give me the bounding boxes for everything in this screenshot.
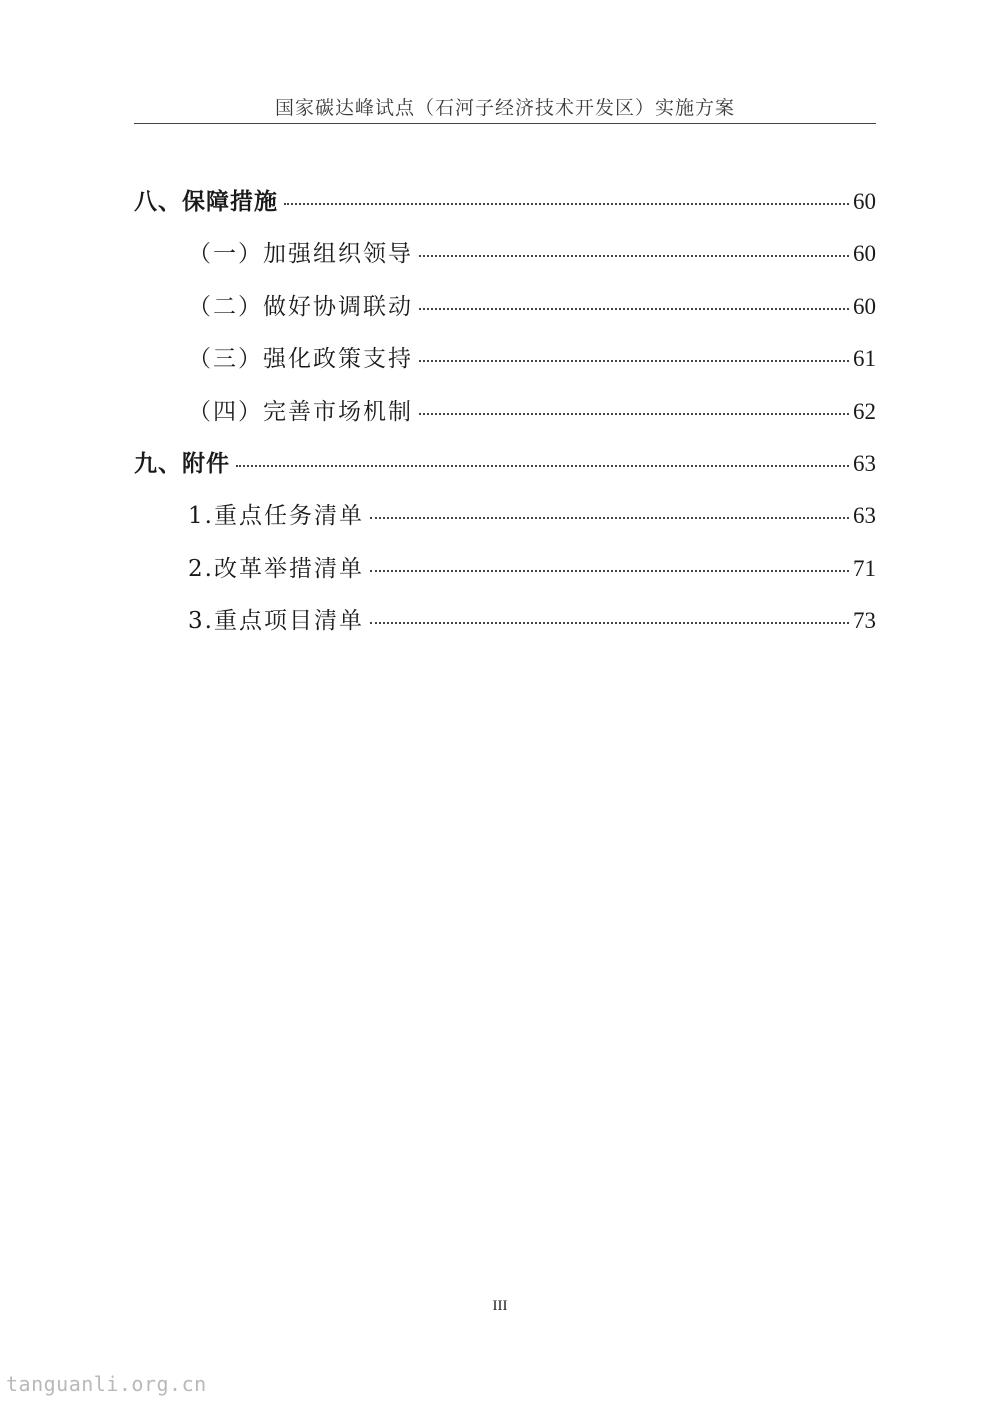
toc-entry-label: 1.重点任务清单 [188, 503, 364, 530]
toc-entry-label: （二）做好协调联动 [188, 293, 413, 320]
toc-entry-page: 63 [853, 450, 876, 476]
toc-entry-policy-support[interactable] [134, 340, 876, 392]
toc-entry-key-projects[interactable] [134, 602, 876, 654]
toc-entry-market-mechanism[interactable] [134, 393, 876, 445]
site-watermark: tanguanli.org.cn [6, 1372, 207, 1396]
toc-dot-leader [370, 622, 849, 624]
document-title: 国家碳达峰试点（石河子经济技术开发区）实施方案 [274, 97, 735, 119]
toc-entry-page: 61 [853, 346, 876, 372]
toc-dot-leader [370, 570, 849, 572]
toc-entry-label: 3.重点项目清单 [188, 608, 364, 635]
toc-dot-leader [236, 465, 849, 467]
table-of-contents [134, 183, 876, 655]
toc-entry-label: （三）强化政策支持 [188, 346, 413, 373]
toc-entry-coordination[interactable] [134, 288, 876, 340]
toc-entry-safeguards[interactable] [134, 183, 876, 235]
toc-dot-leader [370, 517, 849, 519]
toc-dot-leader [419, 255, 849, 257]
toc-entry-attachments[interactable] [134, 445, 876, 497]
header-divider [134, 123, 876, 124]
toc-entry-label: （四）完善市场机制 [188, 398, 413, 425]
toc-entry-page: 60 [853, 189, 876, 214]
toc-entry-reform-measures[interactable] [134, 550, 876, 602]
toc-entry-key-tasks[interactable] [134, 497, 876, 549]
toc-dot-leader [419, 360, 849, 362]
toc-entry-page: 60 [853, 293, 876, 319]
toc-entry-label: 九、附件 [134, 449, 230, 477]
toc-dot-leader [419, 308, 849, 310]
toc-entry-page: 73 [853, 608, 876, 634]
toc-entry-label: 2.改革举措清单 [188, 555, 364, 582]
toc-dot-leader [284, 203, 849, 205]
page-number: III [492, 1298, 508, 1314]
toc-entry-page: 71 [853, 555, 876, 581]
toc-entry-page: 63 [853, 503, 876, 529]
toc-entry-page: 62 [853, 398, 876, 424]
toc-dot-leader [419, 413, 849, 415]
toc-entry-page: 60 [853, 241, 876, 267]
toc-entry-label: （一）加强组织领导 [188, 241, 413, 268]
toc-entry-label: 八、保障措施 [134, 188, 278, 215]
toc-entry-organization[interactable] [134, 235, 876, 287]
